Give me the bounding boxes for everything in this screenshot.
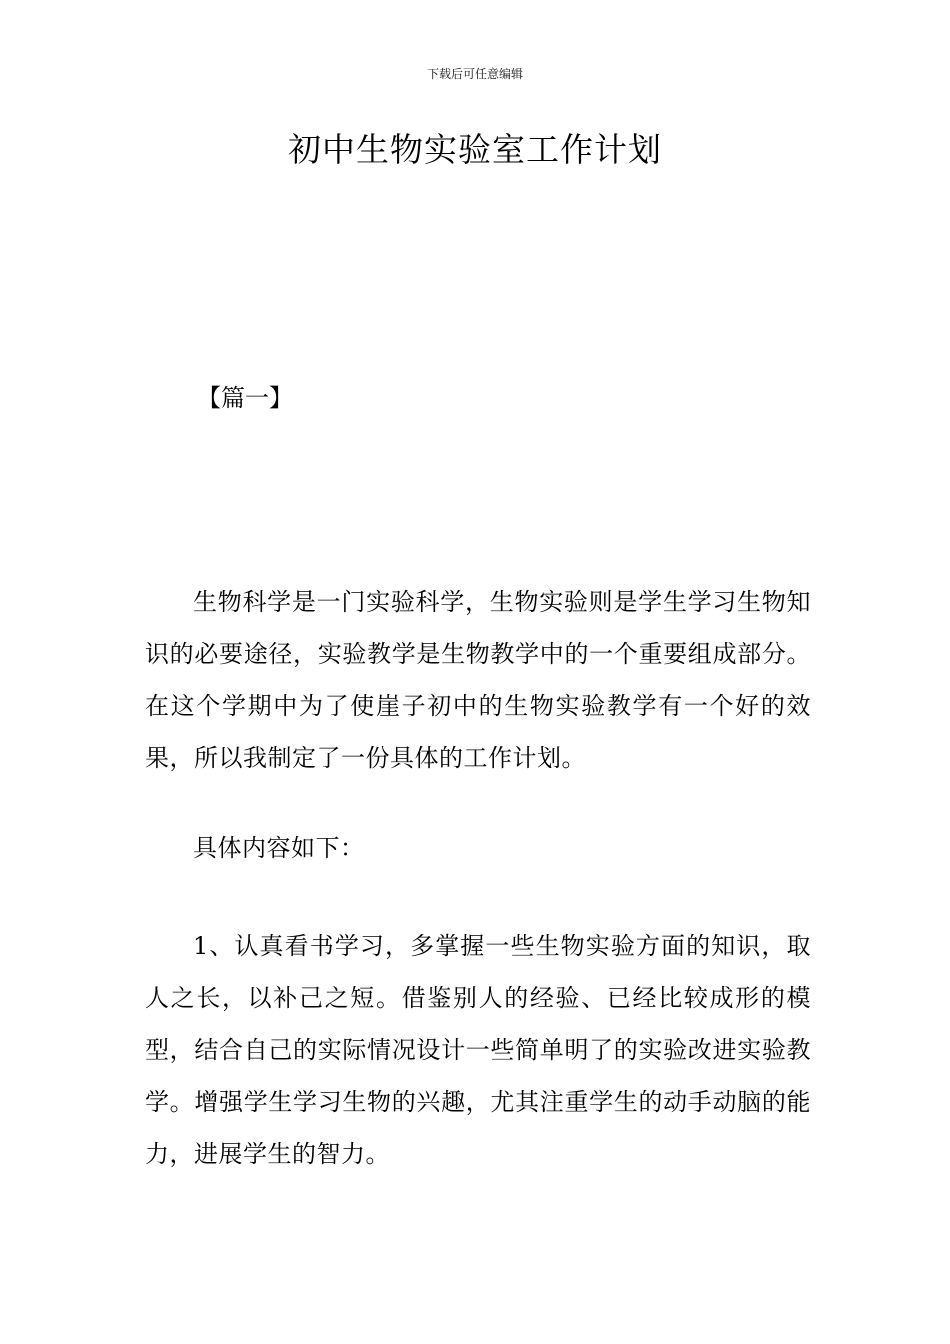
paragraph-item-1: 1、认真看书学习，多掌握一些生物实验方面的知识，取人之长，以补己之短。借鉴别人的经验、已经比较成形的模型，结合自己的实际情况设计一些简单明了的实验改进实验教学。增强学生学习生物的兴趣，尤其注重学生的动手动脑的能力，进展学生的智力。 bbox=[145, 932, 811, 1168]
paragraph-intro: 生物科学是一门实验科学，生物实验则是学生学习生物知识的必要途径，实验教学是生物教学中的一个重要组成部分。在这个学期中为了使崖子初中的生物实验教学有一个好的效果，所以我制定了一份具体的工作计划。 bbox=[145, 588, 811, 772]
document-title: 初中生物实验室工作计划 bbox=[288, 130, 662, 169]
paragraph-content-heading: 具体内容如下： bbox=[193, 834, 365, 862]
section-label: 【篇一】 bbox=[197, 384, 293, 412]
header-note: 下载后可任意编辑 bbox=[426, 67, 523, 81]
